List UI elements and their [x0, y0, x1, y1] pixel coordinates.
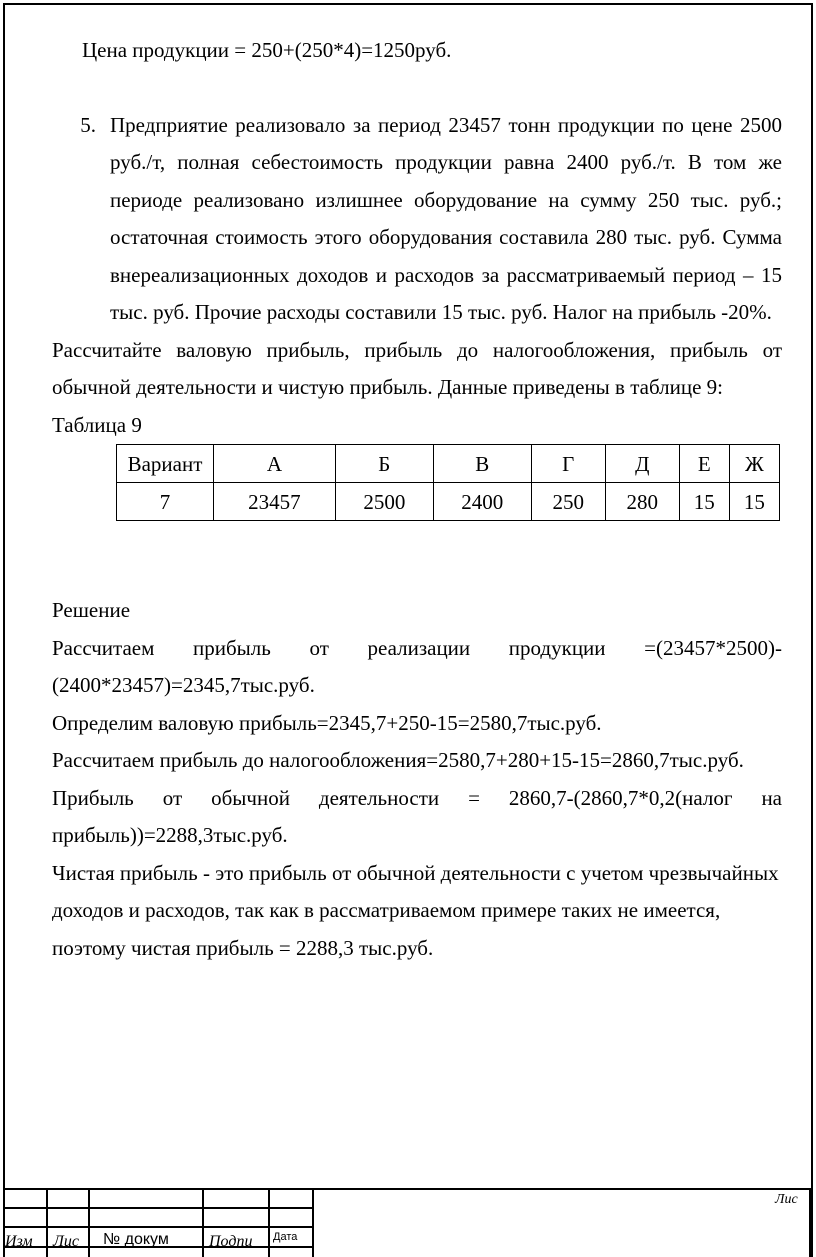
data-table	[116, 444, 780, 521]
stamp-label-izm: Изм	[5, 1233, 33, 1250]
table-header-cell: Б	[335, 445, 433, 483]
stamp-line	[3, 1188, 811, 1190]
net-profit-paragraph	[52, 855, 782, 968]
solution-heading: Решение	[52, 598, 131, 622]
table-header-cell: Д	[605, 445, 679, 483]
stamp-label-list: Лис	[53, 1233, 79, 1250]
stamp-line	[809, 1188, 811, 1257]
task-item	[52, 107, 782, 332]
table-cell: 280	[605, 483, 679, 521]
table-header-cell: Ж	[729, 445, 779, 483]
table-cell: 2400	[433, 483, 531, 521]
table-header-cell: А	[214, 445, 336, 483]
solution-line-3: Рассчитаем прибыль до налогообложения=2580,7+280+15-15=2860,7тыс.руб.	[52, 748, 744, 772]
net-profit-definition: это прибыль от обычной деятельности с учетом чрезвычайных доходов и расходов, так как в рассматриваемом примере таких не имеется, поэтому чистая прибыль = 2288,3 тыс.руб.	[52, 860, 779, 960]
table-header-cell: Е	[679, 445, 729, 483]
title-block-stamp	[3, 1188, 813, 1257]
table-cell: 15	[679, 483, 729, 521]
table-cell: 23457	[214, 483, 336, 521]
stamp-label-doc-no: № докум	[103, 1231, 169, 1248]
solution-line-4: Прибыль от обычной деятельности = 2860,7-(2860,7*0,2(налог на прибыль))=2288,3тыс.руб.	[52, 785, 782, 847]
stamp-line	[268, 1188, 270, 1257]
stamp-line	[202, 1188, 204, 1257]
table-cell: 250	[531, 483, 605, 521]
stamp-label-date: Дата	[273, 1231, 298, 1243]
table-header-row	[117, 445, 780, 483]
table-cell: 7	[117, 483, 214, 521]
task-number: 5.	[80, 112, 96, 137]
table-cell: 15	[729, 483, 779, 521]
table-header-cell: Г	[531, 445, 605, 483]
intro-line: Цена продукции = 250+(250*4)=1250руб.	[82, 38, 452, 62]
document-body	[52, 0, 782, 967]
instruction-paragraph: Рассчитайте валовую прибыль, прибыль до налогообложения, прибыль от обычной деятельности и чистую прибыль. Данные приведены в таблице 9:	[52, 337, 782, 399]
table-header-cell: В	[433, 445, 531, 483]
solution-line-1: Рассчитаем прибыль от реализации продукции =(23457*2500)-(2400*23457)=2345,7тыс.руб.	[52, 635, 782, 697]
stamp-line	[46, 1188, 48, 1257]
solution-line-2: Определим валовую прибыль=2345,7+250-15=2580,7тыс.руб.	[52, 710, 602, 735]
stamp-line	[88, 1188, 90, 1257]
stamp-label-sheet: Лис	[775, 1192, 798, 1207]
net-profit-term: Чистая прибыль -	[52, 860, 210, 885]
table-caption: Таблица 9	[52, 412, 142, 437]
table-row	[117, 483, 780, 521]
stamp-label-sign: Подпи	[209, 1233, 253, 1250]
table-cell: 2500	[335, 483, 433, 521]
task-text: Предприятие реализовало за период 23457 тонн продукции по цене 2500 руб./т, полная себестоимость продукции равна 2400 руб./т. В том же периоде реализовано излишнее оборудование на сумму 250 тыс. руб.; остаточная стоимость этого оборудования составила 280 тыс. руб. Сумма внереализационных доходов и расходов за рассматриваемый период – 15 тыс. руб. Прочие расходы составили 15 тыс. руб. Налог на прибыль -20%.	[110, 112, 782, 324]
table-header-cell: Вариант	[117, 445, 214, 483]
stamp-line	[312, 1188, 314, 1257]
